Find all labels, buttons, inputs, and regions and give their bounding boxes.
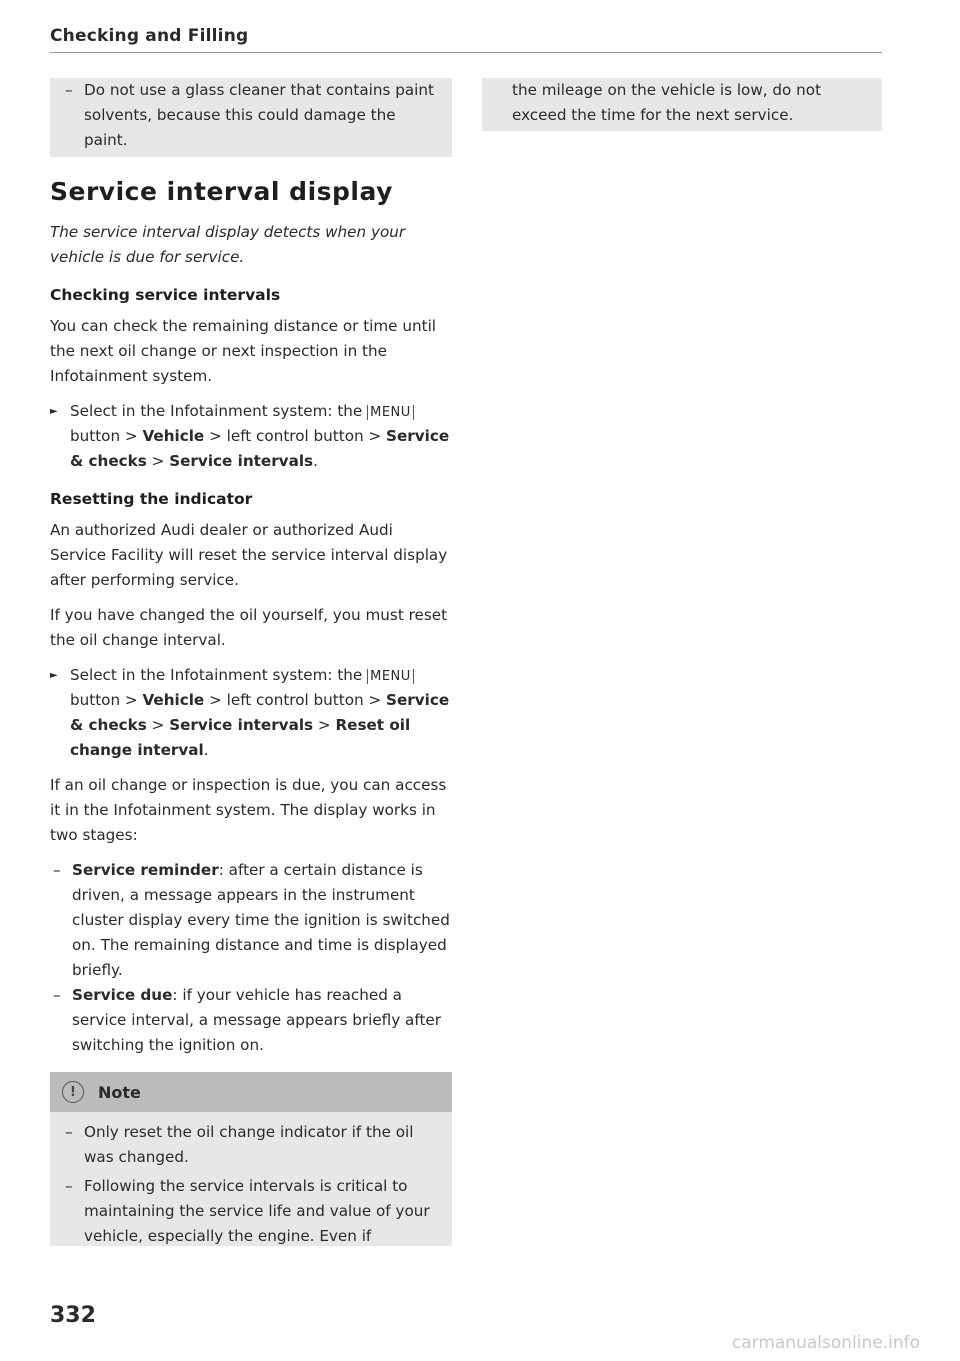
paragraph: If an oil change or inspection is due, you can access it in the Infotainment system. The display works in two stages: [50,776,447,844]
header-title: Checking and Filling [50,26,249,46]
menu-key: MENU [367,405,414,420]
note-header [50,1072,452,1112]
dash-bullet: – [53,861,61,879]
subheading-resetting: Resetting the indicator [50,490,253,508]
note-body [50,1112,452,1246]
subheading-checking: Checking service intervals [50,286,281,304]
dash-bullet: – [65,81,73,99]
list-item: – Service reminder: after a certain distance is driven, a message appears in the instrument cluster display every time the ignition is switched on. The remaining distance and time is displayed briefly. [50,858,452,983]
stages-list [50,858,452,1058]
page-number: 332 [50,1303,96,1328]
dash-bullet: – [53,986,61,1004]
paragraph: If you have changed the oil yourself, you must reset the oil change interval. [50,606,448,649]
right-column [482,78,882,131]
header-rule [50,52,882,53]
page-header [50,26,882,46]
list-item: – Following the service intervals is critical to maintaining the service life and value of your vehicle, especially the engine. Even if [62,1174,440,1249]
list-item-text: Do not use a glass cleaner that contains paint solvents, because this could damage the paint. [84,81,434,149]
list-item: – Service due: if your vehicle has reached a service interval, a message appears briefly after switching the ignition on. [50,983,452,1058]
note-box [50,1072,452,1246]
step-arrow-icon: ► [50,406,58,417]
paragraph: An authorized Audi dealer or authorized Audi Service Facility will reset the service interval display after performing service. [50,521,448,589]
section-intro: The service interval display detects when your vehicle is due for service. [50,223,406,266]
menu-key: MENU [367,669,414,684]
watermark: carmanualsonline.info [731,1333,920,1353]
instruction-step: ► Select in the Infotainment system: the MENU button > Vehicle > left control button > Service & checks > Service intervals > Reset oil change interval. [50,663,452,763]
note-continuation: the mileage on the vehicle is low, do not exceed the time for the next service. [482,78,882,131]
paragraph: You can check the remaining distance or time until the next oil change or next inspection in the Infotainment system. [50,317,437,385]
section-title: Service interval display [50,177,393,206]
step-arrow-icon: ► [50,670,58,681]
warning-continuation-box [50,78,452,157]
dash-bullet: – [65,1177,73,1195]
instruction-step: ► Select in the Infotainment system: the MENU button > Vehicle > left control button > Service & checks > Service intervals. [50,399,452,474]
note-title: Note [98,1082,141,1102]
dash-bullet: – [65,1123,73,1141]
list-item: – Only reset the oil change indicator if the oil was changed. [62,1120,440,1170]
list-item [62,78,440,153]
exclamation-circle-icon: ! [62,1081,84,1103]
left-column [50,78,452,1246]
